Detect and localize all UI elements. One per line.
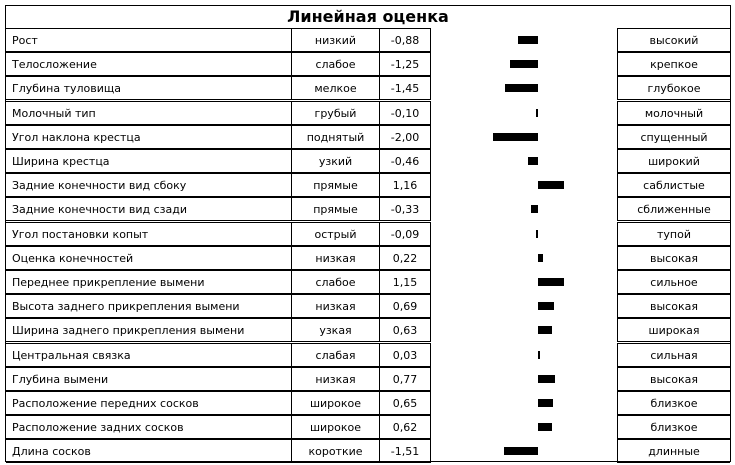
trait-bar	[538, 302, 554, 310]
bar-cell	[430, 391, 617, 415]
low-extreme-label: низкая	[291, 367, 379, 391]
bar-cell	[430, 222, 617, 246]
low-extreme-label: узкий	[291, 149, 379, 173]
trait-name: Ширина крестца	[6, 149, 291, 173]
trait-bar	[538, 423, 552, 431]
bar-cell	[430, 270, 617, 294]
table-row	[6, 415, 730, 439]
table-row	[6, 270, 730, 294]
trait-name: Угол постановки копыт	[6, 222, 291, 246]
bar-cell	[430, 76, 617, 100]
trait-bar	[536, 230, 538, 238]
trait-bar	[538, 254, 543, 262]
high-extreme-label: близкое	[617, 415, 730, 439]
table-row	[6, 125, 730, 149]
trait-name: Расположение передних сосков	[6, 391, 291, 415]
table-row	[6, 246, 730, 270]
high-extreme-label: сильное	[617, 270, 730, 294]
trait-value: 0,62	[379, 415, 430, 439]
table-row	[6, 343, 730, 367]
trait-name: Рост	[6, 28, 291, 52]
trait-bar	[510, 60, 538, 68]
bar-cell	[430, 125, 617, 149]
trait-value: 1,16	[379, 173, 430, 197]
trait-value: -1,45	[379, 76, 430, 100]
trait-name: Оценка конечностей	[6, 246, 291, 270]
trait-value: -1,25	[379, 52, 430, 76]
table-row	[6, 197, 730, 221]
table-row	[6, 318, 730, 342]
trait-name: Телосложение	[6, 52, 291, 76]
trait-name: Угол наклона крестца	[6, 125, 291, 149]
low-extreme-label: прямые	[291, 197, 379, 221]
bar-cell	[430, 101, 617, 125]
high-extreme-label: высокий	[617, 28, 730, 52]
trait-bar	[493, 133, 538, 141]
high-extreme-label: высокая	[617, 294, 730, 318]
trait-name: Глубина вымени	[6, 367, 291, 391]
bar-cell	[430, 415, 617, 439]
trait-bar	[538, 181, 564, 189]
trait-name: Центральная связка	[6, 343, 291, 367]
table-row	[6, 101, 730, 125]
trait-value: 1,15	[379, 270, 430, 294]
bar-cell	[430, 28, 617, 52]
table-row	[6, 173, 730, 197]
high-extreme-label: сильная	[617, 343, 730, 367]
bar-cell	[430, 197, 617, 221]
high-extreme-label: крепкое	[617, 52, 730, 76]
bar-cell	[430, 246, 617, 270]
high-extreme-label: высокая	[617, 246, 730, 270]
trait-value: -0,10	[379, 101, 430, 125]
trait-bar	[528, 157, 538, 165]
trait-bar	[518, 36, 538, 44]
low-extreme-label: низкая	[291, 294, 379, 318]
trait-bar	[531, 205, 538, 213]
trait-name: Молочный тип	[6, 101, 291, 125]
low-extreme-label: слабое	[291, 270, 379, 294]
bar-cell	[430, 343, 617, 367]
low-extreme-label: короткие	[291, 439, 379, 463]
low-extreme-label: низкая	[291, 246, 379, 270]
trait-name: Задние конечности вид сзади	[6, 197, 291, 221]
trait-value: 0,22	[379, 246, 430, 270]
high-extreme-label: спущенный	[617, 125, 730, 149]
trait-value: -0,88	[379, 28, 430, 52]
table-row	[6, 149, 730, 173]
trait-name: Переднее прикрепление вымени	[6, 270, 291, 294]
low-extreme-label: низкий	[291, 28, 379, 52]
linear-evaluation-table	[5, 5, 731, 462]
table-row	[6, 76, 730, 100]
bar-cell	[430, 439, 617, 463]
trait-value: 0,65	[379, 391, 430, 415]
trait-value: -1,51	[379, 439, 430, 463]
high-extreme-label: длинные	[617, 439, 730, 463]
high-extreme-label: высокая	[617, 367, 730, 391]
high-extreme-label: саблистые	[617, 173, 730, 197]
bar-cell	[430, 173, 617, 197]
low-extreme-label: широкое	[291, 391, 379, 415]
low-extreme-label: острый	[291, 222, 379, 246]
trait-name: Глубина туловища	[6, 76, 291, 100]
bar-cell	[430, 318, 617, 342]
bar-cell	[430, 294, 617, 318]
high-extreme-label: глубокое	[617, 76, 730, 100]
trait-value: 0,77	[379, 367, 430, 391]
low-extreme-label: узкая	[291, 318, 379, 342]
table-row	[6, 28, 730, 52]
high-extreme-label: широкий	[617, 149, 730, 173]
high-extreme-label: близкое	[617, 391, 730, 415]
trait-value: -0,33	[379, 197, 430, 221]
low-extreme-label: мелкое	[291, 76, 379, 100]
low-extreme-label: прямые	[291, 173, 379, 197]
low-extreme-label: слабая	[291, 343, 379, 367]
trait-bar	[538, 278, 564, 286]
trait-name: Расположение задних сосков	[6, 415, 291, 439]
high-extreme-label: широкая	[617, 318, 730, 342]
trait-bar	[538, 326, 552, 334]
table-row	[6, 391, 730, 415]
trait-value: -2,00	[379, 125, 430, 149]
trait-bar	[505, 84, 538, 92]
trait-bar	[538, 375, 555, 383]
high-extreme-label: молочный	[617, 101, 730, 125]
trait-bar	[538, 399, 553, 407]
bar-cell	[430, 52, 617, 76]
low-extreme-label: грубый	[291, 101, 379, 125]
trait-value: 0,63	[379, 318, 430, 342]
trait-bar	[538, 351, 540, 359]
trait-value: 0,69	[379, 294, 430, 318]
low-extreme-label: широкое	[291, 415, 379, 439]
trait-value: 0,03	[379, 343, 430, 367]
trait-name: Длина сосков	[6, 439, 291, 463]
low-extreme-label: поднятый	[291, 125, 379, 149]
trait-value: -0,46	[379, 149, 430, 173]
trait-name: Ширина заднего прикрепления вымени	[6, 318, 291, 342]
trait-bar	[504, 447, 538, 455]
bar-cell	[430, 367, 617, 391]
low-extreme-label: слабое	[291, 52, 379, 76]
bar-cell	[430, 149, 617, 173]
trait-value: -0,09	[379, 222, 430, 246]
table-row	[6, 52, 730, 76]
table-row	[6, 294, 730, 318]
trait-name: Высота заднего прикрепления вымени	[6, 294, 291, 318]
trait-name: Задние конечности вид сбоку	[6, 173, 291, 197]
high-extreme-label: сближенные	[617, 197, 730, 221]
table-row	[6, 222, 730, 246]
table-title: Линейная оценка	[287, 7, 449, 26]
trait-bar	[536, 109, 538, 117]
table-row	[6, 439, 730, 463]
table-row	[6, 367, 730, 391]
high-extreme-label: тупой	[617, 222, 730, 246]
